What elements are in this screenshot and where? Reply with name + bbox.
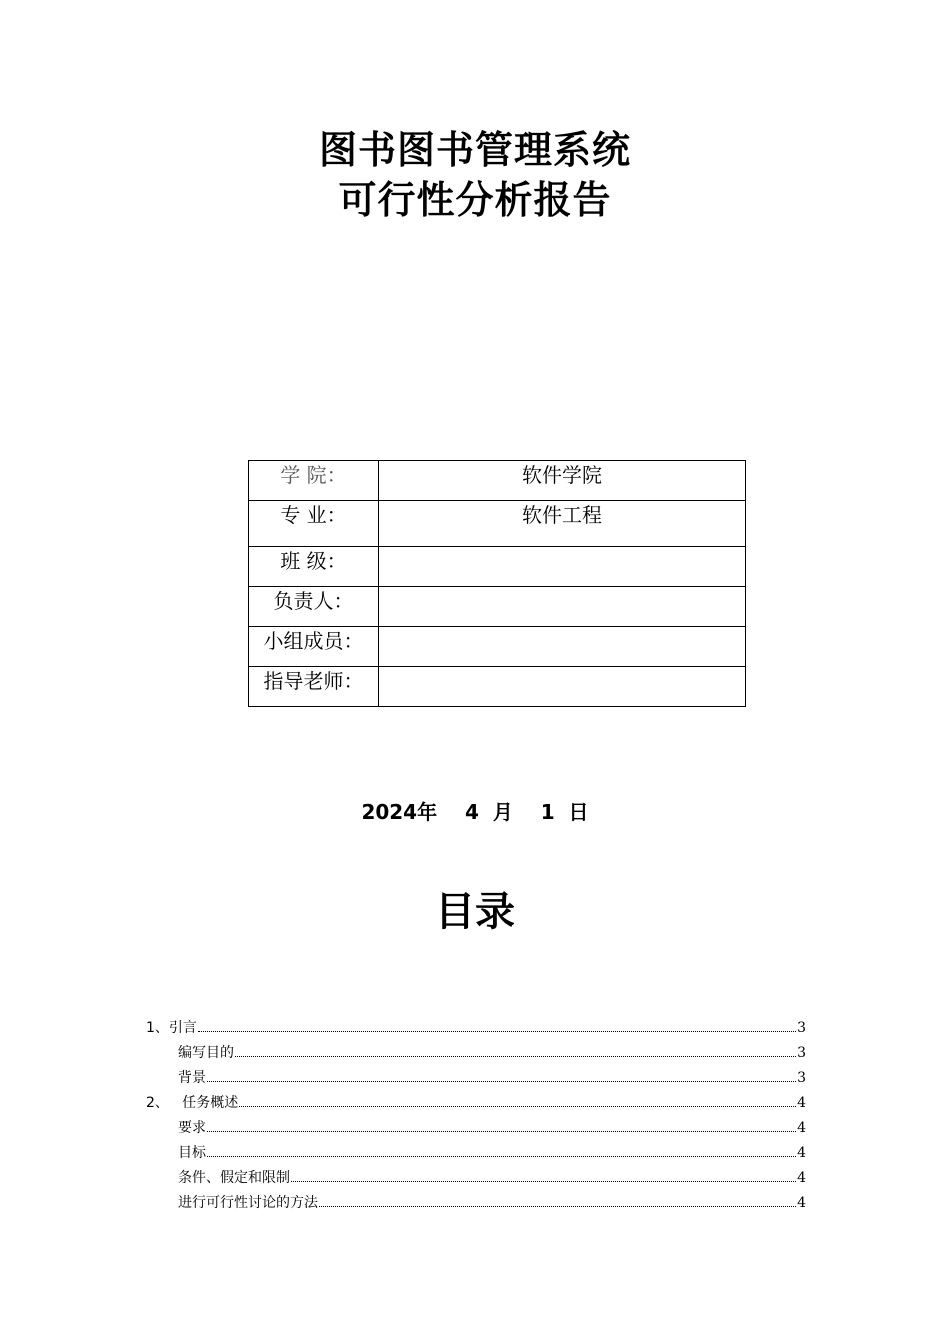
toc-title: 目录 [435, 889, 515, 935]
toc-leader-dots [291, 1167, 796, 1182]
toc-entry[interactable] [146, 1142, 806, 1167]
info-label [249, 461, 379, 501]
toc-leader-dots [207, 1067, 796, 1082]
info-value: 软件工程 [379, 501, 746, 547]
info-table [248, 460, 746, 707]
info-label [249, 627, 379, 667]
toc-entry-page: 3 [797, 1045, 806, 1061]
toc-entry-title: 要求 [178, 1120, 206, 1136]
toc-entry-title: 背景 [178, 1070, 206, 1086]
info-label-text: 班 级： [280, 549, 347, 573]
toc-entry-page: 3 [797, 1070, 806, 1086]
info-label [249, 501, 379, 547]
date-day-unit: 日 [568, 800, 589, 824]
toc-entry-number: 1、 [146, 1020, 169, 1036]
toc-entry-title: 编写目的 [178, 1045, 234, 1061]
document-title-line2: 可行性分析报告 [338, 178, 612, 222]
info-row-major [249, 501, 746, 547]
toc-entry-page: 4 [797, 1120, 806, 1136]
toc-entry-page: 4 [797, 1170, 806, 1186]
date-month-unit: 月 [492, 800, 513, 824]
toc-entry-number: 2、 [146, 1095, 183, 1111]
report-date [0, 798, 950, 826]
toc-entry-title: 任务概述 [182, 1095, 239, 1111]
date-year-unit: 年 [417, 800, 438, 824]
info-row-class [249, 547, 746, 587]
info-row-members [249, 627, 746, 667]
toc-entry-title: 目标 [178, 1145, 206, 1161]
toc-entry-title: 条件、假定和限制 [178, 1170, 290, 1186]
info-value: 软件学院 [379, 461, 746, 501]
document-title-line1: 图书图书管理系统 [318, 128, 631, 172]
info-label-text: 指导老师： [263, 669, 364, 693]
info-label-text: 负责人： [273, 589, 354, 613]
info-row-advisor [249, 667, 746, 707]
toc-leader-dots [239, 1092, 796, 1107]
toc-entry-title: 引言 [168, 1020, 197, 1036]
info-row-leader [249, 587, 746, 627]
toc-entry-page: 3 [797, 1020, 806, 1036]
toc-leader-dots [207, 1142, 796, 1157]
toc-leader-dots [235, 1042, 796, 1057]
table-of-contents [146, 1017, 806, 1217]
toc-entry-title: 进行可行性讨论的方法 [178, 1195, 318, 1211]
toc-entry-page: 4 [797, 1195, 806, 1211]
toc-entry-page: 4 [797, 1145, 806, 1161]
date-year: 2024 [361, 800, 418, 824]
toc-entry[interactable] [146, 1042, 806, 1067]
info-label [249, 547, 379, 587]
toc-entry-page: 4 [797, 1095, 806, 1111]
toc-entry[interactable] [146, 1017, 806, 1042]
date-month: 4 [464, 800, 479, 824]
toc-entry[interactable] [146, 1067, 806, 1092]
info-value [379, 547, 746, 587]
toc-leader-dots [319, 1192, 796, 1207]
info-label-text: 小组成员： [263, 629, 364, 653]
info-value [379, 667, 746, 707]
info-label-text: 学 院： [280, 463, 347, 487]
info-value [379, 587, 746, 627]
toc-leader-dots [198, 1017, 796, 1032]
toc-entry[interactable] [146, 1117, 806, 1142]
toc-entry[interactable] [146, 1092, 806, 1117]
toc-entry[interactable] [146, 1167, 806, 1192]
info-label-text: 专 业： [280, 503, 347, 527]
toc-leader-dots [207, 1117, 796, 1132]
info-label [249, 587, 379, 627]
info-label [249, 667, 379, 707]
info-value [379, 627, 746, 667]
info-row-college [249, 461, 746, 501]
date-day: 1 [540, 800, 555, 824]
toc-entry[interactable] [146, 1192, 806, 1217]
